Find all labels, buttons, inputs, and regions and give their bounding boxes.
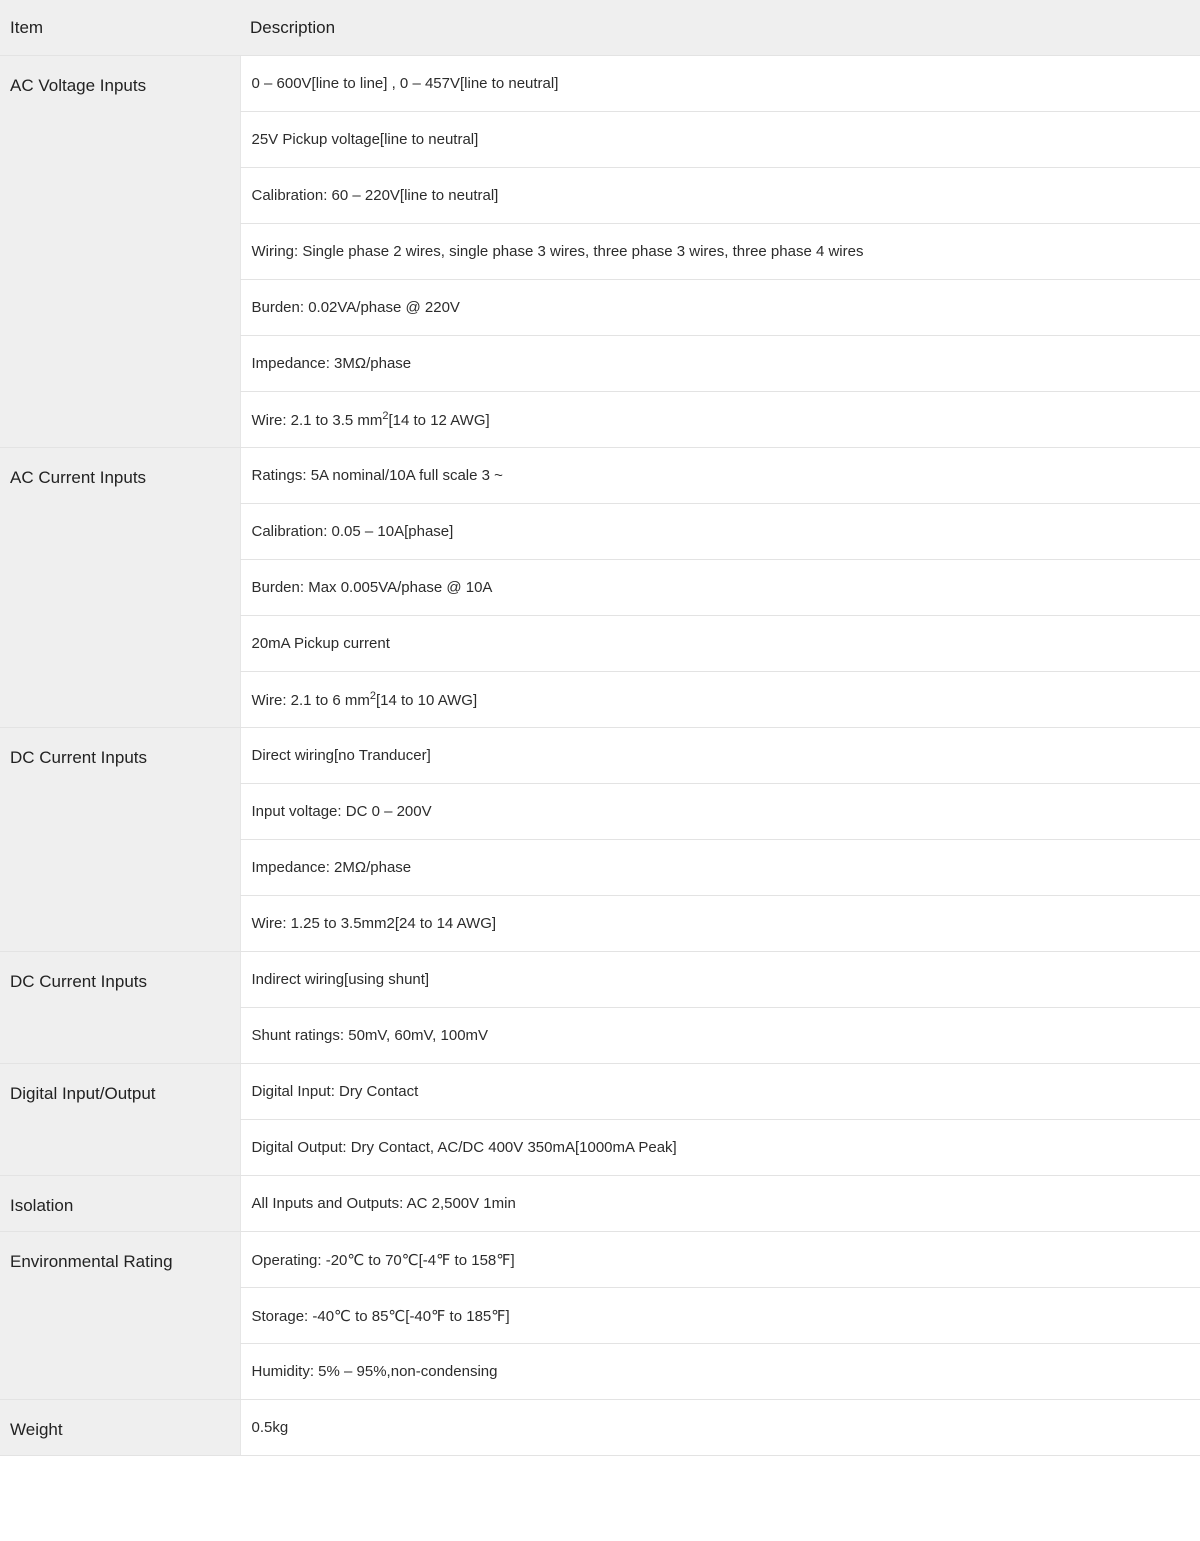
description-text: 25V Pickup voltage[line to neutral]: [251, 131, 479, 148]
description-cell: [240, 952, 1200, 1008]
description-suffix: [14 to 12 AWG]: [388, 412, 490, 429]
description-cell: [240, 1176, 1200, 1232]
superscript: 2: [369, 690, 376, 702]
description-text: Input voltage: DC 0 – 200V: [251, 803, 432, 820]
description-text: Calibration: 60 – 220V[line to neutral]: [251, 187, 499, 204]
description-text: Wire: 1.25 to 3.5mm2[24 to 14 AWG]: [251, 915, 497, 932]
description-text: Digital Input: Dry Contact: [251, 1083, 419, 1100]
description-text: Humidity: 5% – 95%,non-condensing: [251, 1363, 498, 1380]
description-cell: [240, 112, 1200, 168]
table-row: [0, 1232, 1200, 1288]
description-text: Ratings: 5A nominal/10A full scale 3 ~: [251, 467, 503, 484]
description-text: Direct wiring[no Tranducer]: [251, 747, 431, 764]
item-label: AC Voltage Inputs: [0, 56, 240, 448]
description-text: 20mA Pickup current: [251, 635, 390, 652]
description-cell: [240, 224, 1200, 280]
table-header: [0, 0, 1200, 56]
table-row: [0, 728, 1200, 784]
header-item: Item: [0, 0, 240, 56]
description-cell: [240, 1400, 1200, 1456]
description-cell: [240, 336, 1200, 392]
item-label: Environmental Rating: [0, 1232, 240, 1400]
description-cell: [240, 1232, 1200, 1288]
description-suffix: [14 to 10 AWG]: [375, 692, 478, 709]
description-text: Wire: 2.1 to 3.5 mm: [251, 412, 383, 429]
description-text: Wire: 2.1 to 6 mm: [251, 692, 370, 709]
description-text: Digital Output: Dry Contact, AC/DC 400V 350mA[1000mA Peak]: [251, 1139, 677, 1156]
table-row: [0, 448, 1200, 504]
description-cell: [240, 280, 1200, 336]
item-label: Digital Input/Output: [0, 1064, 240, 1176]
description-text: Calibration: 0.05 – 10A[phase]: [251, 523, 454, 540]
description-cell: [240, 728, 1200, 784]
table-row: [0, 1176, 1200, 1232]
description-cell: [240, 168, 1200, 224]
table-row: [0, 1064, 1200, 1120]
description-text: Storage: -40℃ to 85℃[-40℉ to 185℉]: [251, 1307, 510, 1325]
header-row: [0, 0, 1200, 56]
description-cell: [240, 392, 1200, 448]
item-label: DC Current Inputs: [0, 952, 240, 1064]
description-cell: [240, 1344, 1200, 1400]
description-text: Burden: Max 0.005VA/phase @ 10A: [251, 579, 493, 596]
description-text: Indirect wiring[using shunt]: [251, 971, 430, 988]
description-cell: [240, 504, 1200, 560]
description-cell: [240, 896, 1200, 952]
item-label: AC Current Inputs: [0, 448, 240, 728]
description-text: Operating: -20℃ to 70℃[-4℉ to 158℉]: [251, 1251, 515, 1269]
header-description: Description: [240, 0, 1200, 56]
table-row: [0, 1400, 1200, 1456]
description-text: Impedance: 2MΩ/phase: [251, 859, 412, 876]
description-cell: [240, 616, 1200, 672]
description-cell: [240, 784, 1200, 840]
table-body: [0, 56, 1200, 1456]
description-text: Wiring: Single phase 2 wires, single phase 3 wires, three phase 3 wires, three phase 4 wires: [251, 243, 864, 260]
item-label: Weight: [0, 1400, 240, 1456]
item-label: Isolation: [0, 1176, 240, 1232]
description-text: Shunt ratings: 50mV, 60mV, 100mV: [251, 1027, 489, 1044]
table-row: [0, 56, 1200, 112]
description-cell: [240, 56, 1200, 112]
description-cell: [240, 1064, 1200, 1120]
description-cell: [240, 672, 1200, 728]
superscript: 2: [382, 410, 389, 422]
description-cell: [240, 1120, 1200, 1176]
description-cell: [240, 1288, 1200, 1344]
description-text: 0.5kg: [251, 1419, 289, 1436]
description-text: Impedance: 3MΩ/phase: [251, 355, 412, 372]
description-cell: [240, 840, 1200, 896]
item-label: DC Current Inputs: [0, 728, 240, 952]
description-cell: [240, 560, 1200, 616]
description-text: All Inputs and Outputs: AC 2,500V 1min: [251, 1195, 516, 1212]
description-cell: [240, 1008, 1200, 1064]
description-text: 0 – 600V[line to line] , 0 – 457V[line to neutral]: [251, 75, 559, 92]
description-cell: [240, 448, 1200, 504]
description-text: Burden: 0.02VA/phase @ 220V: [251, 299, 460, 316]
table-row: [0, 952, 1200, 1008]
